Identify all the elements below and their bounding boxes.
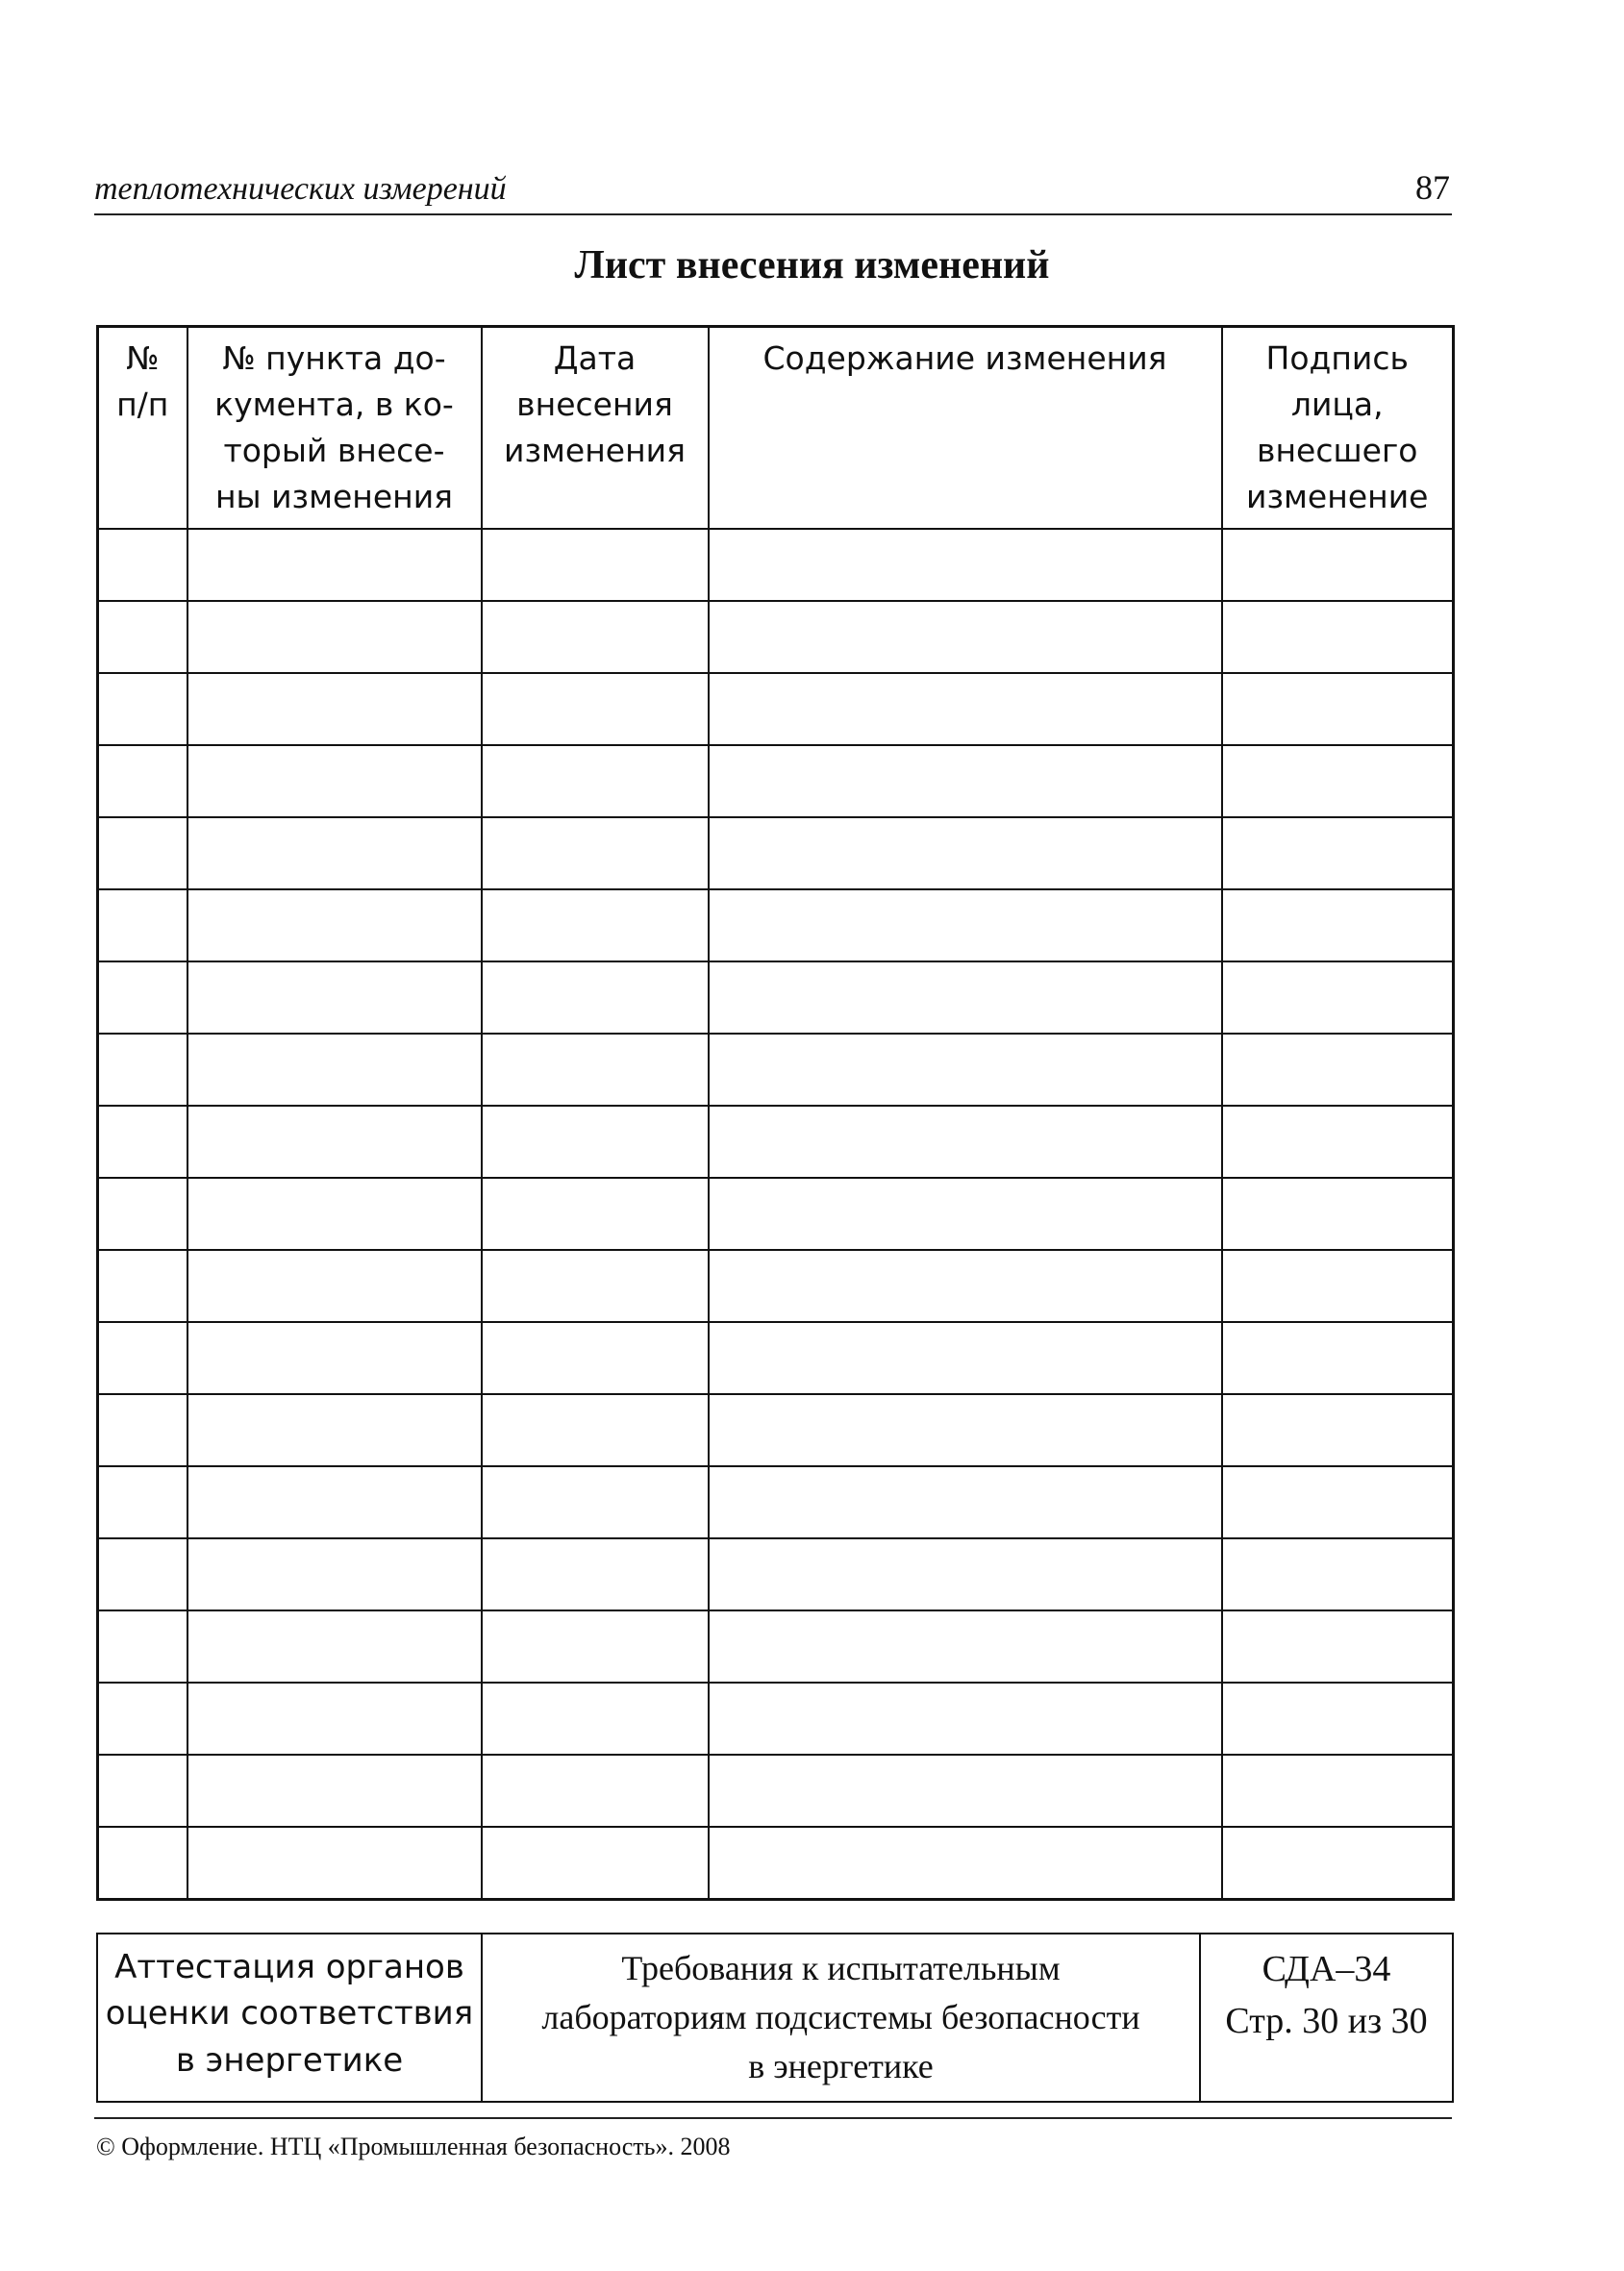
table-cell xyxy=(482,1683,709,1755)
table-cell xyxy=(187,529,482,601)
table-cell xyxy=(709,961,1222,1034)
table-cell xyxy=(482,1466,709,1538)
table-row xyxy=(98,1683,1454,1755)
header-number: № п/п xyxy=(98,327,187,530)
table-cell xyxy=(482,1538,709,1610)
table-cell xyxy=(1222,1178,1454,1250)
table-cell xyxy=(1222,1106,1454,1178)
table-cell xyxy=(98,673,187,745)
table-cell xyxy=(482,817,709,889)
table-cell xyxy=(187,889,482,961)
table-cell xyxy=(1222,1322,1454,1394)
header-signature: Подпись лица, внесшего изменение xyxy=(1222,327,1454,530)
page-number: 87 xyxy=(1415,168,1450,207)
document-footer-box xyxy=(96,1933,1454,2103)
footer-doc-code: СДА–34 Стр. 30 из 30 xyxy=(1200,1934,1453,2102)
table-cell xyxy=(482,1178,709,1250)
table-cell xyxy=(482,1322,709,1394)
table-cell xyxy=(98,961,187,1034)
table-cell xyxy=(482,1106,709,1178)
table-row xyxy=(98,1394,1454,1466)
change-log-table xyxy=(96,325,1455,1901)
table-cell xyxy=(482,1827,709,1900)
table-row xyxy=(98,745,1454,817)
table-cell xyxy=(482,601,709,673)
table-cell xyxy=(98,1034,187,1106)
table-cell xyxy=(709,1250,1222,1322)
table-cell xyxy=(482,961,709,1034)
table-row xyxy=(98,1466,1454,1538)
table-cell xyxy=(482,529,709,601)
table-cell xyxy=(187,1178,482,1250)
header-content: Содержание изменения xyxy=(709,327,1222,530)
table-cell xyxy=(1222,1394,1454,1466)
table-cell xyxy=(482,1394,709,1466)
sheet-title: Лист внесения изменений xyxy=(574,243,1050,287)
table-cell xyxy=(709,1322,1222,1394)
table-cell xyxy=(98,817,187,889)
footer-requirements: Требования к испытательным лабораториям подсистемы безопасности в энергетике xyxy=(482,1934,1200,2102)
change-log-body xyxy=(98,529,1454,1900)
footer-attestation: Аттестация органов оценки соответствия в энергетике xyxy=(97,1934,482,2102)
table-cell xyxy=(98,529,187,601)
header-doc-clause: № пункта до- кумента, в ко- торый внесе- ны изменения xyxy=(187,327,482,530)
table-cell xyxy=(709,1538,1222,1610)
table-cell xyxy=(1222,1466,1454,1538)
table-row xyxy=(98,961,1454,1034)
table-header-row xyxy=(98,327,1454,530)
table-cell xyxy=(482,1755,709,1827)
table-cell xyxy=(709,745,1222,817)
table-cell xyxy=(709,1178,1222,1250)
table-cell xyxy=(187,1755,482,1827)
table-cell xyxy=(1222,1250,1454,1322)
table-cell xyxy=(187,1394,482,1466)
table-cell xyxy=(482,1034,709,1106)
table-row xyxy=(98,529,1454,601)
table-cell xyxy=(709,601,1222,673)
table-cell xyxy=(98,745,187,817)
table-cell xyxy=(482,889,709,961)
table-cell xyxy=(187,601,482,673)
copyright-line: © Оформление. НТЦ «Промышленная безопасность». 2008 xyxy=(96,2133,731,2160)
table-cell xyxy=(98,1178,187,1250)
table-cell xyxy=(98,1466,187,1538)
table-cell xyxy=(1222,601,1454,673)
table-cell xyxy=(709,1394,1222,1466)
table-cell xyxy=(98,1538,187,1610)
table-row xyxy=(98,1250,1454,1322)
table-cell xyxy=(709,889,1222,961)
table-cell xyxy=(709,1827,1222,1900)
table-row xyxy=(98,1322,1454,1394)
table-cell xyxy=(187,673,482,745)
table-cell xyxy=(482,1610,709,1683)
table-row xyxy=(98,1538,1454,1610)
table-cell xyxy=(1222,529,1454,601)
table-cell xyxy=(1222,1034,1454,1106)
table-cell xyxy=(709,1106,1222,1178)
table-cell xyxy=(1222,1610,1454,1683)
table-cell xyxy=(98,1106,187,1178)
table-cell xyxy=(709,1683,1222,1755)
table-cell xyxy=(1222,889,1454,961)
table-cell xyxy=(98,1827,187,1900)
table-cell xyxy=(187,1683,482,1755)
table-row xyxy=(98,1178,1454,1250)
table-cell xyxy=(187,1034,482,1106)
header-date: Дата внесения изменения xyxy=(482,327,709,530)
table-cell xyxy=(1222,1827,1454,1900)
running-head xyxy=(94,163,1452,215)
table-cell xyxy=(709,1466,1222,1538)
table-cell xyxy=(709,1755,1222,1827)
table-row xyxy=(98,601,1454,673)
table-cell xyxy=(98,1755,187,1827)
table-cell xyxy=(709,1610,1222,1683)
table-row xyxy=(98,673,1454,745)
table-row xyxy=(98,889,1454,961)
table-cell xyxy=(482,673,709,745)
table-cell xyxy=(709,817,1222,889)
table-cell xyxy=(482,1250,709,1322)
running-head-section: теплотехнических измерений xyxy=(94,171,507,207)
table-cell xyxy=(709,1034,1222,1106)
table-row xyxy=(98,1034,1454,1106)
table-cell xyxy=(98,1322,187,1394)
table-cell xyxy=(187,745,482,817)
table-cell xyxy=(98,1394,187,1466)
table-cell xyxy=(98,601,187,673)
table-cell xyxy=(1222,1538,1454,1610)
table-cell xyxy=(709,673,1222,745)
table-cell xyxy=(187,817,482,889)
table-row xyxy=(98,1827,1454,1900)
table-cell xyxy=(187,1322,482,1394)
table-cell xyxy=(482,745,709,817)
table-cell xyxy=(187,1827,482,1900)
table-cell xyxy=(187,1466,482,1538)
table-cell xyxy=(1222,961,1454,1034)
table-cell xyxy=(98,1250,187,1322)
table-cell xyxy=(187,1106,482,1178)
table-cell xyxy=(98,1683,187,1755)
table-cell xyxy=(1222,1755,1454,1827)
table-cell xyxy=(709,529,1222,601)
table-cell xyxy=(1222,673,1454,745)
table-row xyxy=(98,1610,1454,1683)
table-cell xyxy=(187,1538,482,1610)
table-cell xyxy=(187,1250,482,1322)
table-cell xyxy=(1222,1683,1454,1755)
copyright-divider xyxy=(94,2117,1452,2119)
table-cell xyxy=(187,1610,482,1683)
table-cell xyxy=(1222,817,1454,889)
table-row xyxy=(98,1106,1454,1178)
table-row xyxy=(98,1755,1454,1827)
table-cell xyxy=(187,961,482,1034)
table-row xyxy=(98,817,1454,889)
table-cell xyxy=(1222,745,1454,817)
table-cell xyxy=(98,1610,187,1683)
table-cell xyxy=(98,889,187,961)
